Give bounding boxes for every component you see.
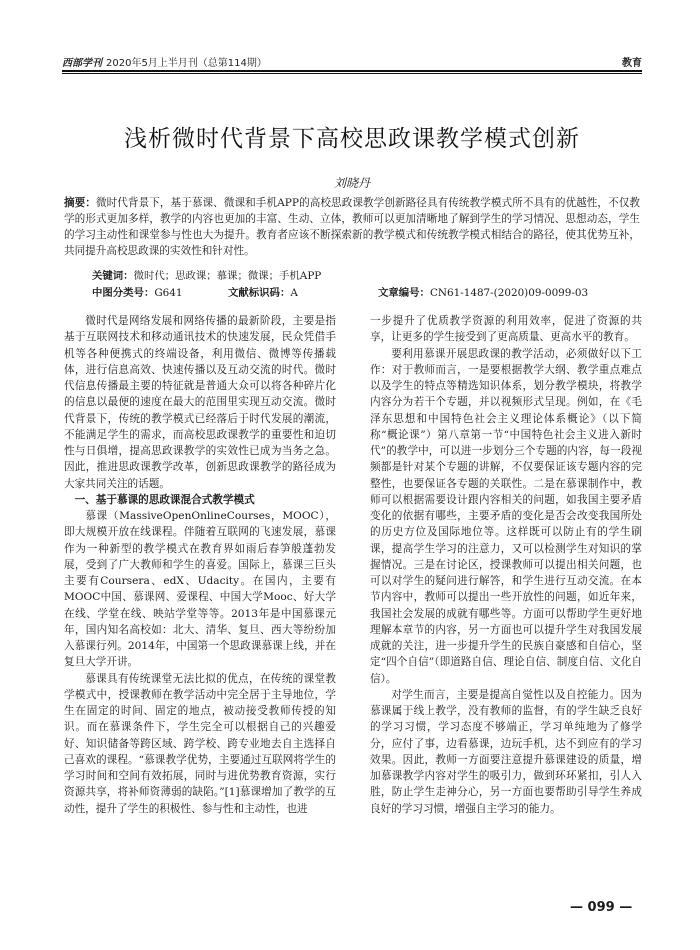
keywords-text: 微时代；思政课；慕课；微课；手机APP — [133, 270, 322, 282]
journal-name: 西部学刊 — [62, 58, 102, 69]
header-rule-thin — [62, 73, 642, 74]
keywords-label: 关键词： — [92, 270, 134, 282]
clc-value: G641 — [154, 287, 183, 299]
abstract-text: 微时代背景下，基于慕课、微课和手机APP的高校思政课教学创新路径具有传统教学模式所不具有的优越性，不仅教学的形式更加多样，教学的内容也更加的丰富、生动、立体，教师可以更加清晰地了解到学生的学习情况、思想动态，学生的学习主动性和课堂参与性也大为提升。教育者应该不断探索新的教学模式和传统教学模式相结合的路径，使其优势互补，共同提升高校思政课的实效性和针对性。 — [64, 197, 640, 257]
paragraph: 要利用慕课开展思政课的教学活动，必须做好以下工作：对于教师而言，一是要根据教学大纲、教学重点难点以及学生的特点等精选知识体系，划分教学模块，将教学内容分为若干个专题，并以视频形式呈现。例如，在《毛泽东思想和中国特色社会主义理论体系概论》（以下简称“概论课”）第八章第一节“中国特色社会主义进入新时代”的教学中，可以进一步划分三个专题的内容，每一段视频都是针对某个专题的讲解，不仅要保证该专题内容的完整性，也要保证各专题的关联性。二是在慕课制作中，教师可以根据需要设计跟内容相关的问题，如我国主要矛盾变化的依据有哪些，主要矛盾的变化是否会改变我国所处的历史方位及国际地位等。这样既可以防止有的学生刷课，提高学生学习的注意力，又可以检测学生对知识的掌握情况。三是在讨论区，授课教师可以提出相关问题，也可以对学生的疑问进行解答，和学生进行互动交流。在本节内容中，教师可以提出一些开放性的问题，如近年来，我国社会发展的成就有哪些等。方面可以帮助学生更好地理解本章节的内容，另一方面也可以提升学生对我国发展成就的关注，进一步提升学生的民族自豪感和自信心，坚定“四个自信”（即道路自信、理论自信、制度自信、文化自信）。 — [370, 347, 642, 685]
article-id-label: 文章编号： — [378, 287, 430, 299]
clc-number — [92, 285, 182, 301]
author-name: 刘晓丹 — [333, 176, 370, 190]
paragraph: 一步提升了优质教学资源的利用效率，促进了资源的共享，让更多的学生接受到了更高质量、更高水平的教育。 — [370, 315, 642, 344]
abstract-label: 摘要： — [64, 197, 96, 209]
keywords — [92, 268, 321, 284]
section-name: 教育 — [622, 58, 642, 69]
doc-code-value: A — [290, 287, 298, 299]
right-column — [370, 313, 642, 817]
header-rule — [62, 70, 642, 72]
page-number: — 099 — — [570, 900, 633, 915]
section-heading: 一、基于慕课的思政课混合式教学模式 — [74, 493, 255, 506]
paragraph: 微时代是网络发展和网络传播的最新阶段，主要是指基于互联网技术和移动通讯技术的快速发展，民众凭借手机等各种便携式的终端设备，利用微信、微博等传播载体，进行信息高效、快速传播以及互动交流的时代。微时代信息传播最主要的特征就是普通大众可以将各种碎片化的信息以最便的速度在最大的范围里实现互动交流。微时代背景下，传统的教学模式已经落后于时代发展的潮流，不能满足学生的需求，而高校思政课教学的重要性和迫切性与日俱增，提高思政课教学的实效性已成为当务之急。因此，推进思政课教学改革，创新思政课教学的路径成为大家共同关注的话题。 — [64, 315, 336, 490]
paragraph: 对学生而言，主要是提高自觉性以及自控能力。因为慕课属于线上教学，没有教师的监督，有的学生缺乏良好的学习习惯，学习态度不够端正，学习单纯地为了修学分，应付了事，边看慕课，边玩手机，达不到应有的学习效果。因此，教师一方面要注意提升慕课建设的质量，增加慕课教学内容对学生的吸引力，做到环环紧扣，引人入胜，防止学生走神分心，另一方面也要帮助引导学生养成良好的学习习惯，增强自主学习的能力。 — [370, 688, 642, 815]
left-column — [64, 313, 336, 817]
clc-label: 中图分类号： — [92, 287, 155, 299]
article-title: 浅析微时代背景下高校思政课教学模式创新 — [124, 126, 580, 152]
article-id-value: CN61-1487-(2020)09-0099-03 — [429, 287, 589, 299]
article-id — [378, 285, 588, 301]
paragraph: 慕课具有传统课堂无法比拟的优点，在传统的课堂教学模式中，授课教师在教学活动中完全居于主导地位，学生在固定的时间、固定的地点，被动接受教师传授的知识。而在慕课条件下，学生完全可以根据自己的兴趣爱好、知识储备等跨区域、跨学校、跨专业地去自主选择自己喜欢的课程。“慕课教学优势，主要通过互联网将学生的学习时间和空间有效拓展，同时与进优势教育资源，实行资源共享，将补师资薄弱的缺陷。”[1]慕课增加了教学的互动性，提升了学生的积极性、参与性和主动性，也进 — [64, 672, 336, 815]
paragraph: 慕课（MassiveOpenOnlineCourses，MOOC），即大规模开放在线课程。伴随着互联网的飞速发展，慕课作为一种新型的教学模式在教育界如雨后春笋般蓬勃发展，受到了广大教师和学生的喜爱。国际上，慕课三巨头主要有Coursera、edX、Udacity。在国内，主要有MOOC中国、慕课网、爱课程、中国大学Mooc、好大学在线、学堂在线、映站学堂等等。2013年是中国慕课元年，国内知名高校如：北大、清华、复旦、西大等纷纷加入慕课行列。2014年，中国第一个思政课慕课上线，并在复旦大学开讲。 — [64, 510, 336, 669]
issue-info: 2020年5月上半月刊（总第114期） — [106, 58, 267, 69]
doc-code-label: 文献标识码： — [228, 287, 291, 299]
running-header — [62, 52, 642, 70]
abstract — [64, 195, 640, 259]
document-code — [228, 285, 298, 301]
